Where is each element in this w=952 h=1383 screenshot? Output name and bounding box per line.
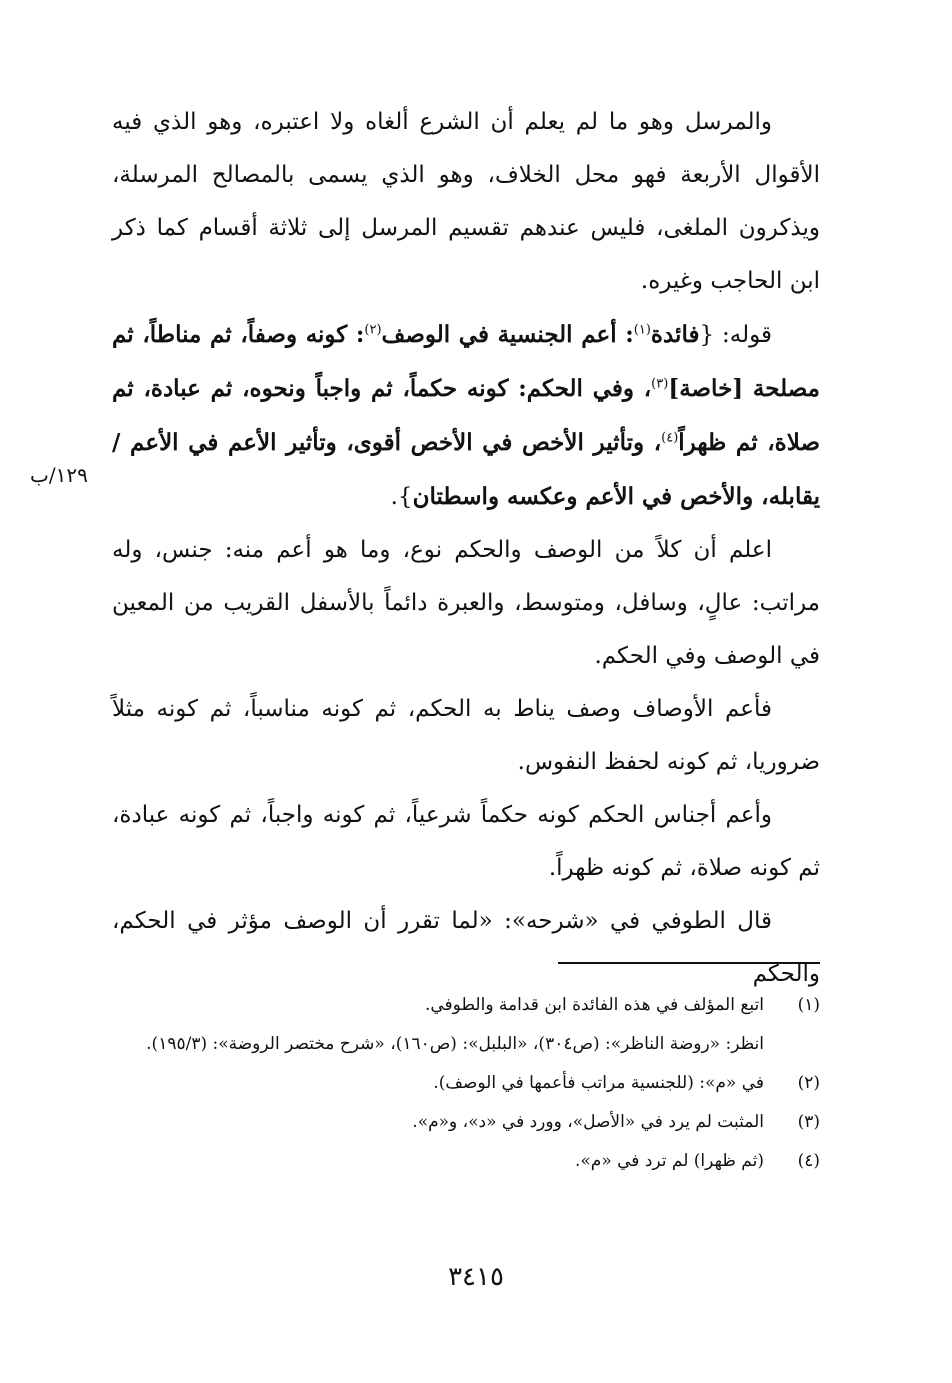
paragraph-2-fawaid: [112, 308, 820, 524]
footnotes-section: [112, 988, 820, 1178]
footnote-number: (٢): [797, 1073, 820, 1093]
footnote-number: (٣): [797, 1112, 820, 1132]
quote-end: }.: [390, 484, 413, 510]
bold-fragment-5: ، وتأثير الأخص في الأخص أقوى، وتأثير الأعم في الأعم / يقابله، والأخص في الأعم وعكسه واسطتان: [112, 429, 820, 510]
paragraph-5: وأعم أجناس الحكم كونه حكماً شرعياً، ثم كونه واجباً، ثم كونه عبادة، ثم كونه صلاة، ثم كونه ظهراً.: [112, 802, 820, 881]
footnote-text: في «م»: (للجنسية مراتب فأعمها في الوصف).: [433, 1073, 764, 1093]
footnote-text: انظر: «روضة الناظر»: (ص٣٠٤)، «البلبل»: (ص١٦٠)، «شرح مختصر الروضة»: (١٩٥/٣).: [146, 1034, 764, 1054]
footnote-text: المثبت لم يرد في «الأصل»، وورد في «د»، و«م».: [412, 1112, 764, 1132]
bold-fragment-4: ، وفي الحكم: كونه حكماً، ثم واجباً ونحوه، ثم عبادة، ثم صلاة، ثم ظهراً: [112, 375, 820, 456]
bold-fragment-2: : أعم الجنسية في الوصف: [381, 321, 634, 348]
footnote-ref-2[interactable]: (٢): [364, 322, 382, 338]
manuscript-folio-marker: ١٢٩/ب: [30, 463, 88, 487]
page-number: ٣٤١٥: [448, 1262, 504, 1292]
footnote-ref-3[interactable]: (٣): [651, 376, 669, 392]
footnote-text: اتبع المؤلف في هذه الفائدة ابن قدامة والطوفي.: [424, 995, 764, 1015]
paragraph-4: فأعم الأوصاف وصف يناط به الحكم، ثم كونه مناسباً، ثم كونه مثلاً ضروريا، ثم كونه لحفظ النفوس.: [112, 696, 820, 775]
paragraph-6: قال الطوفي في «شرحه»: «لما تقرر أن الوصف مؤثر في الحكم، والحكم: [112, 908, 820, 987]
bold-fragment-1: فائدة: [650, 321, 700, 348]
paragraph-1: والمرسل وهو ما لم يعلم أن الشرع ألغاه ولا اعتبره، وهو الذي فيه الأقوال الأربعة فهو محل الخلاف، وهو الذي يسمى بالمصالح المرسلة، ويذكرون الملغى، فليس عندهم تقسيم المرسل إلى ثلاثة أقسام كما ذكر ابن الحاجب وغيره.: [112, 109, 820, 294]
paragraph-3: اعلم أن كلاً من الوصف والحكم نوع، وما هو أعم منه: جنس، وله مراتب: عالٍ، وسافل، ومتوسط، والعبرة دائماً بالأسفل القريب من المعين في الوصف وفي الحكم.: [112, 537, 820, 669]
footnote-1: [112, 988, 820, 1022]
bold-fragment-3: : كونه وصفاً، ثم مناطاً، ثم مصلحة [خاصة]: [112, 321, 820, 402]
footnote-3: [112, 1105, 820, 1139]
footnote-1-continuation: [112, 1027, 820, 1061]
footnote-number: (٤): [797, 1151, 820, 1171]
footnote-number: (١): [797, 995, 820, 1015]
footnote-4: [112, 1144, 820, 1178]
footnote-ref-4[interactable]: (٤): [661, 430, 679, 446]
footnote-text: (ثم ظهرا) لم ترد في «م».: [574, 1151, 764, 1171]
main-text: [112, 96, 820, 1001]
footnote-2: [112, 1066, 820, 1100]
footnote-ref-1[interactable]: (١): [633, 322, 651, 338]
quote-lead: قوله: {: [699, 322, 772, 348]
footnote-separator: [558, 962, 820, 964]
